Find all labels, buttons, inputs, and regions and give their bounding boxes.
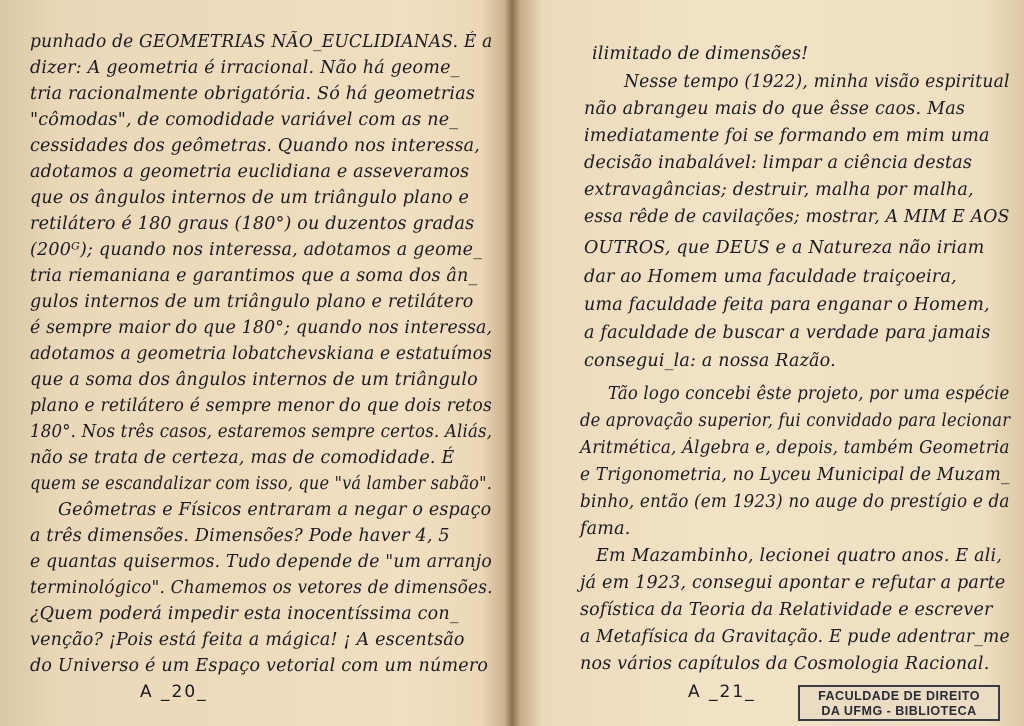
stamp-line-2: DA UFMG - BIBLIOTECA <box>821 704 977 718</box>
left-line-18: quem se escandalizar com isso, que "vá lamber sabão". <box>30 474 493 494</box>
left-line-2: dizer: A geometria é irracional. Não há geome_ <box>30 58 460 78</box>
right-line-8: OUTROS, que DEUS e a Natureza não iriam <box>584 238 985 258</box>
left-line-4: "cômodas", de comodidade variável com as ne_ <box>30 110 459 130</box>
right-page-number: A _21_ <box>688 682 756 702</box>
right-line-10: uma faculdade feita para enganar o Homem, <box>584 295 990 315</box>
right-line-13: Tão logo concebi êste projeto, por uma espécie <box>608 384 1010 404</box>
right-line-14: de aprovação superior, fui convidado para lecionar <box>580 411 1011 431</box>
left-line-23: ¿Quem poderá impedir esta inocentíssima con_ <box>30 604 459 624</box>
right-line-19: Em Mazambinho, lecionei quatro anos. E ali, <box>596 546 1003 566</box>
left-line-8: retilátero é 180 graus (180°) ou duzentos gradas <box>30 214 475 234</box>
left-line-12: é sempre maior do que 180°; quando nos interessa, <box>30 318 493 338</box>
right-line-11: a faculdade de buscar a verdade para jamais <box>584 323 991 343</box>
right-line-3: não abrangeu mais do que êsse caos. Mas <box>584 99 966 119</box>
left-line-13: adotamos a geometria lobatchevskiana e estatuímos <box>30 344 493 364</box>
left-line-25: do Universo é um Espaço vetorial com um número <box>30 656 489 676</box>
right-line-4: imediatamente foi se formando em mim uma <box>584 126 990 146</box>
right-line-17: binho, então (em 1923) no auge do prestígio e da <box>580 492 1010 512</box>
right-line-21: sofística da Teoria da Relatividade e escrever <box>580 600 993 620</box>
stamp-line-1: FACULDADE DE DIREITO <box>818 689 980 703</box>
left-line-17: não se trata de certeza, mas de comodidade. É <box>30 448 455 468</box>
right-line-16: e Trigonometria, no Lyceu Municipal de Muzam_ <box>580 465 1010 485</box>
left-line-22: terminológico". Chamemos os vetores de dimensões. <box>30 578 493 598</box>
left-line-5: cessidades dos geômetras. Quando nos interessa, <box>30 136 481 156</box>
right-line-2: Nesse tempo (1922), minha visão espiritual <box>624 72 1010 92</box>
left-page-number: A _20_ <box>140 682 208 702</box>
left-line-14: que a soma dos ângulos internos de um triângulo <box>30 370 478 390</box>
left-line-16: 180°. Nos três casos, estaremos sempre certos. Aliás, <box>30 422 493 442</box>
left-line-6: adotamos a geometria euclidiana e asseveramos <box>30 162 470 182</box>
right-line-23: nos vários capítulos da Cosmologia Racional. <box>580 654 990 674</box>
left-line-10: tria riemaniana e garantimos que a soma dos ân_ <box>30 266 478 286</box>
left-line-9: (200ᴳ); quando nos interessa, adotamos a geome_ <box>30 240 483 260</box>
left-line-24: venção? ¡Pois está feita a mágica! ¡ A escentsão <box>30 630 465 650</box>
right-line-22: a Metafísica da Gravitação. E pude adentrar_me <box>580 627 1010 647</box>
library-stamp <box>798 685 1000 721</box>
right-line-7: essa rêde de cavilações; mostrar, A MIM E AOS <box>584 207 1010 227</box>
left-line-15: plano e retilátero é sempre menor do que dois retos <box>30 396 492 416</box>
right-line-5: decisão inabalável: limpar a ciência destas <box>584 153 973 173</box>
right-line-1: ilimitado de dimensões! <box>592 44 809 64</box>
right-page <box>516 0 1024 726</box>
left-line-11: gulos internos de um triângulo plano e retilátero <box>30 292 474 312</box>
right-line-18: fama. <box>580 519 631 539</box>
right-line-20: já em 1923, consegui apontar e refutar a parte <box>580 573 1006 593</box>
left-page <box>0 0 506 726</box>
right-line-6: extravagâncias; destruir, malha por malha, <box>584 180 974 200</box>
right-line-12: consegui_la: a nossa Razão. <box>584 351 836 371</box>
left-line-7: que os ângulos internos de um triângulo plano e <box>30 188 470 208</box>
left-line-19: Geômetras e Físicos entraram a negar o espaço <box>58 500 492 520</box>
left-line-1: punhado de GEOMETRIAS NÃO_EUCLIDIANAS. É a <box>30 32 493 52</box>
left-line-20: a três dimensões. Dimensões? Pode haver 4, 5 <box>30 526 450 546</box>
right-line-15: Aritmética, Álgebra e, depois, também Geometria <box>580 438 1010 458</box>
left-line-21: e quantas quisermos. Tudo depende de "um arranjo <box>30 552 492 572</box>
left-line-3: tria racionalmente obrigatória. Só há geometrias <box>30 84 476 104</box>
right-line-9: dar ao Homem uma faculdade traiçoeira, <box>584 267 957 287</box>
